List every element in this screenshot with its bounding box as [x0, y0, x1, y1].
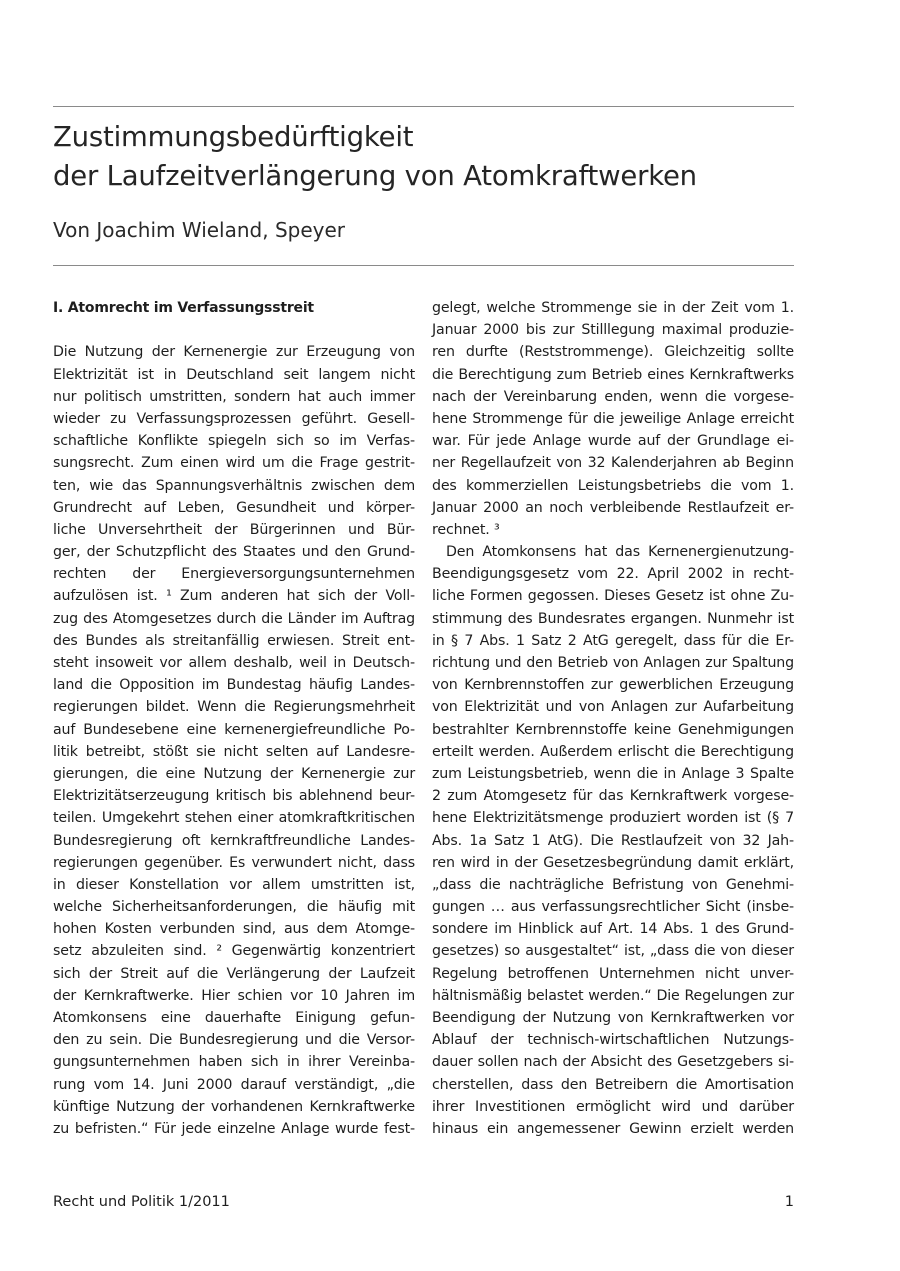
text-line: zug des Atomgesetzes durch die Länder im Auftrag: [53, 610, 415, 627]
text-line: hohen Kosten verbunden sind, aus dem Atomge-: [53, 921, 415, 938]
text-line: von Elektrizität und von Anlagen zur Aufarbeitung: [432, 699, 794, 716]
section-heading: I. Atomrecht im Verfassungsstreit: [53, 300, 314, 316]
header-bottom-rule: [53, 265, 794, 266]
text-line: sich der Streit auf die Verlängerung der Laufzeit: [53, 965, 415, 982]
text-line: liche Unversehrtheit der Bürgerinnen und Bür-: [53, 521, 415, 538]
text-line: sungsrecht. Zum einen wird um die Frage gestrit-: [53, 455, 415, 472]
text-line: ren wird in der Gesetzesbegründung damit erklärt,: [432, 854, 794, 871]
title-line-2: der Laufzeitverlängerung von Atomkraftwerken: [53, 160, 697, 192]
text-line: regierungen bildet. Wenn die Regierungsmehrheit: [53, 699, 415, 716]
text-line: Atomkonsens eine dauerhafte Einigung gefun-: [53, 1010, 415, 1026]
footer-journal: Recht und Politik 1/2011: [53, 1194, 230, 1210]
text-line: hinaus ein angemessener Gewinn erzielt werden: [432, 1120, 794, 1137]
text-line: Beendigung der Nutzung von Kernkraftwerken vor: [432, 1010, 794, 1026]
text-line: zu befristen.“ Für jede einzelne Anlage wurde fest-: [53, 1120, 415, 1137]
text-line: von Kernbrennstoffen zur gewerblichen Erzeugung: [432, 677, 794, 694]
heading-spacer: [53, 319, 415, 341]
text-line: gungen … aus verfassungsrechtlicher Sicht (insbe-: [432, 899, 794, 916]
text-line: land die Opposition im Bundestag häufig Landes-: [53, 677, 415, 694]
text-line: zum Leistungsbetrieb, wenn die in Anlage 3 Spalte: [432, 765, 794, 782]
text-line: litik betreibt, stößt sie nicht selten auf Landesre-: [53, 743, 415, 760]
right-column-text: [432, 297, 794, 1140]
text-line: Ablauf der technisch-wirtschaftlichen Nutzungs-: [432, 1032, 794, 1049]
text-line: liche Formen gegossen. Dieses Gesetz ist ohne Zu-: [432, 588, 794, 605]
text-line: der Kernkraftwerke. Hier schien vor 10 Jahren im: [53, 987, 415, 1004]
text-line: stimmung des Bundesrates ergangen. Nunmehr ist: [432, 610, 794, 627]
text-line: Die Nutzung der Kernenergie zur Erzeugung von: [53, 344, 415, 361]
text-line: regierungen gegenüber. Es verwundert nicht, dass: [53, 854, 415, 871]
text-line: in § 7 Abs. 1 Satz 2 AtG geregelt, dass für die Er-: [432, 632, 794, 649]
text-line: rechten der Energieversorgungsunternehmen: [53, 566, 415, 583]
text-line: teilen. Umgekehrt stehen einer atomkraftkritischen: [53, 810, 415, 827]
article-title: [53, 118, 813, 196]
text-line: Beendigungsgesetz vom 22. April 2002 in recht-: [432, 566, 794, 583]
text-line: nur politisch umstritten, sondern hat auch immer: [53, 388, 415, 405]
text-line: gelegt, welche Strommenge sie in der Zeit vom 1.: [432, 300, 794, 316]
text-line: richtung und den Betrieb von Anlagen zur Spaltung: [432, 655, 794, 671]
text-line: gesetzes) so ausgestaltet“ ist, „dass die von dieser: [432, 943, 794, 960]
text-line: Abs. 1a Satz 1 AtG). Die Restlaufzeit von 32 Jah-: [432, 832, 794, 849]
text-line: wieder zu Verfassungsprozessen geführt. Gesell-: [53, 410, 415, 427]
footer-page-number: 1: [784, 1194, 794, 1210]
title-line-1: Zustimmungsbedürftigkeit: [53, 121, 414, 153]
text-line: gierungen, die eine Nutzung der Kernenergie zur: [53, 765, 415, 782]
text-line: rechnet. ³: [432, 521, 500, 538]
text-line: ger, der Schutzpflicht des Staates und den Grund-: [53, 544, 415, 561]
author-byline: Von Joachim Wieland, Speyer: [53, 218, 346, 242]
text-line: Regelung betroffenen Unternehmen nicht unver-: [432, 965, 794, 982]
text-line: Elektrizität ist in Deutschland seit langem nicht: [53, 366, 415, 383]
top-rule: [53, 106, 794, 107]
text-line: ren durfte (Reststrommenge). Gleichzeitig sollte: [432, 344, 794, 361]
left-column: [53, 297, 415, 1140]
right-column: [432, 297, 794, 1140]
text-line: aufzulösen ist. ¹ Zum anderen hat sich der Voll-: [53, 588, 415, 605]
text-line: ten, wie das Spannungsverhältnis zwischen dem: [53, 477, 415, 494]
left-column-text: [53, 341, 415, 1140]
text-line: hältnismäßig belastet werden.“ Die Regelungen zur: [432, 987, 794, 1004]
text-line: des kommerziellen Leistungsbetriebs die vom 1.: [432, 477, 794, 494]
text-line: in dieser Konstellation vor allem umstritten ist,: [53, 876, 415, 893]
text-line: hene Elektrizitätsmenge produziert worden ist (§ 7: [432, 810, 794, 827]
text-line: setz abzuleiten sind. ² Gegenwärtig konzentriert: [53, 943, 415, 960]
text-line: die Berechtigung zum Betrieb eines Kernkraftwerks: [432, 366, 794, 383]
text-line: gungsunternehmen haben sich in ihrer Vereinba-: [53, 1054, 415, 1071]
text-line: 2 zum Atomgesetz für das Kernkraftwerk vorgese-: [432, 788, 794, 805]
text-line: des Bundes als streitanfällig erwiesen. Streit ent-: [53, 632, 415, 649]
text-line: rung vom 14. Juni 2000 darauf verständigt, „die: [53, 1076, 415, 1093]
text-line: cherstellen, dass den Betreibern die Amortisation: [432, 1076, 794, 1093]
text-line: erteilt werden. Außerdem erlischt die Berechtigung: [432, 743, 794, 760]
text-line: hene Strommenge für die jeweilige Anlage erreicht: [432, 410, 794, 427]
text-line: Januar 2000 an noch verbleibende Restlaufzeit er-: [432, 499, 794, 516]
text-line: war. Für jede Anlage wurde auf der Grundlage ei-: [432, 433, 794, 450]
text-line: steht insoweit vor allem deshalb, weil in Deutsch-: [53, 655, 415, 671]
text-line: Grundrecht auf Leben, Gesundheit und körper-: [53, 499, 415, 516]
text-line: welche Sicherheitsanforderungen, die häufig mit: [53, 899, 415, 916]
text-line: bestrahlter Kernbrennstoffe keine Genehmigungen: [432, 721, 794, 738]
text-line: Bundesregierung oft kernkraftfreundliche Landes-: [53, 832, 415, 849]
text-line: auf Bundesebene eine kernenergiefreundliche Po-: [53, 721, 415, 738]
text-line: sondere im Hinblick auf Art. 14 Abs. 1 des Grund-: [432, 921, 794, 938]
text-line: Den Atomkonsens hat das Kernenergienutzung-: [446, 544, 794, 561]
text-line: schaftliche Konflikte spiegeln sich so im Verfas-: [53, 433, 415, 450]
text-line: ner Regellaufzeit von 32 Kalenderjahren ab Beginn: [432, 455, 794, 472]
text-line: nach der Vereinbarung enden, wenn die vorgese-: [432, 388, 794, 405]
text-line: den zu sein. Die Bundesregierung und die Versor-: [53, 1032, 415, 1049]
text-line: „dass die nachträgliche Befristung von Genehmi-: [432, 876, 794, 893]
text-line: Januar 2000 bis zur Stilllegung maximal produzie-: [432, 322, 794, 339]
text-line: ihrer Investitionen ermöglicht wird und darüber: [432, 1098, 794, 1115]
text-line: dauer sollen nach der Absicht des Gesetzgebers si-: [432, 1054, 794, 1071]
text-line: Elektrizitätserzeugung kritisch bis ablehnend beur-: [53, 788, 415, 805]
text-line: künftige Nutzung der vorhandenen Kernkraftwerke: [53, 1098, 415, 1115]
